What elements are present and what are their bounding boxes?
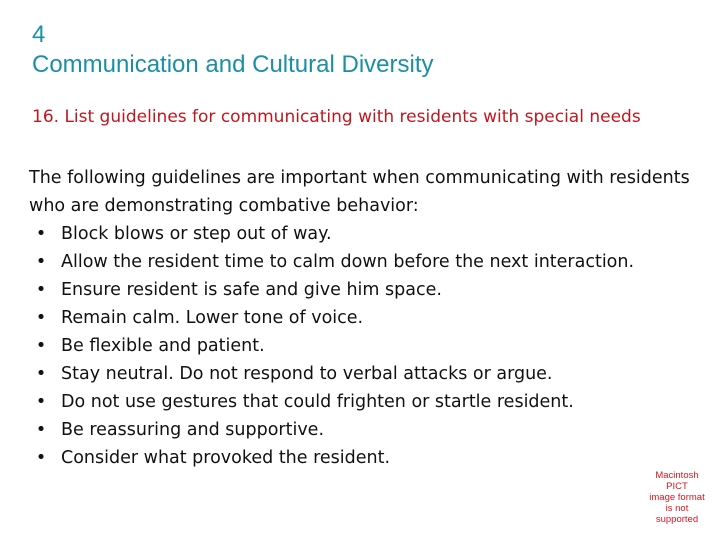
list-item (29, 416, 699, 444)
list-item (29, 248, 699, 276)
chapter-title: Communication and Cultural Diversity (32, 51, 434, 78)
list-item-text: Block blows or step out of way. (61, 224, 332, 244)
chapter-number: 4 (32, 21, 46, 48)
list-item (29, 304, 699, 332)
chapter-header (32, 20, 433, 80)
bullet-icon: • (35, 336, 47, 356)
list-item-text: Stay neutral. Do not respond to verbal attacks or argue. (61, 364, 553, 384)
list-item-text: Ensure resident is safe and give him space. (61, 280, 442, 300)
bullet-icon: • (35, 364, 47, 384)
bullet-icon: • (35, 448, 47, 468)
list-item-text: Do not use gestures that could frighten or startle resident. (61, 392, 574, 412)
bullet-icon: • (35, 308, 47, 328)
list-item (29, 388, 699, 416)
bullet-icon: • (35, 224, 47, 244)
list-item (29, 360, 699, 388)
slide-body (29, 164, 699, 472)
bullet-icon: • (35, 420, 47, 440)
list-item-text: Allow the resident time to calm down before the next interaction. (61, 252, 635, 272)
bullet-icon: • (35, 252, 47, 272)
list-item (29, 332, 699, 360)
learning-objective: 16. List guidelines for communicating with residents with special needs (32, 107, 641, 127)
list-item-text: Be flexible and patient. (61, 336, 265, 356)
list-item-text: Consider what provoked the resident. (61, 448, 391, 468)
notice-line-2: image format (649, 492, 705, 503)
notice-line-1: Macintosh PICT (655, 470, 699, 492)
bullet-icon: • (35, 392, 47, 412)
unsupported-image-notice (646, 470, 708, 525)
notice-line-3: is not supported (655, 503, 699, 525)
bullet-icon: • (35, 280, 47, 300)
guideline-list (29, 220, 699, 472)
list-item-text: Be reassuring and supportive. (61, 420, 325, 440)
list-item (29, 220, 699, 248)
list-item (29, 276, 699, 304)
intro-text: The following guidelines are important when communicating with residents who are demonstrating combative behavior: (29, 168, 690, 216)
list-item-text: Remain calm. Lower tone of voice. (61, 308, 364, 328)
list-item (29, 444, 699, 472)
